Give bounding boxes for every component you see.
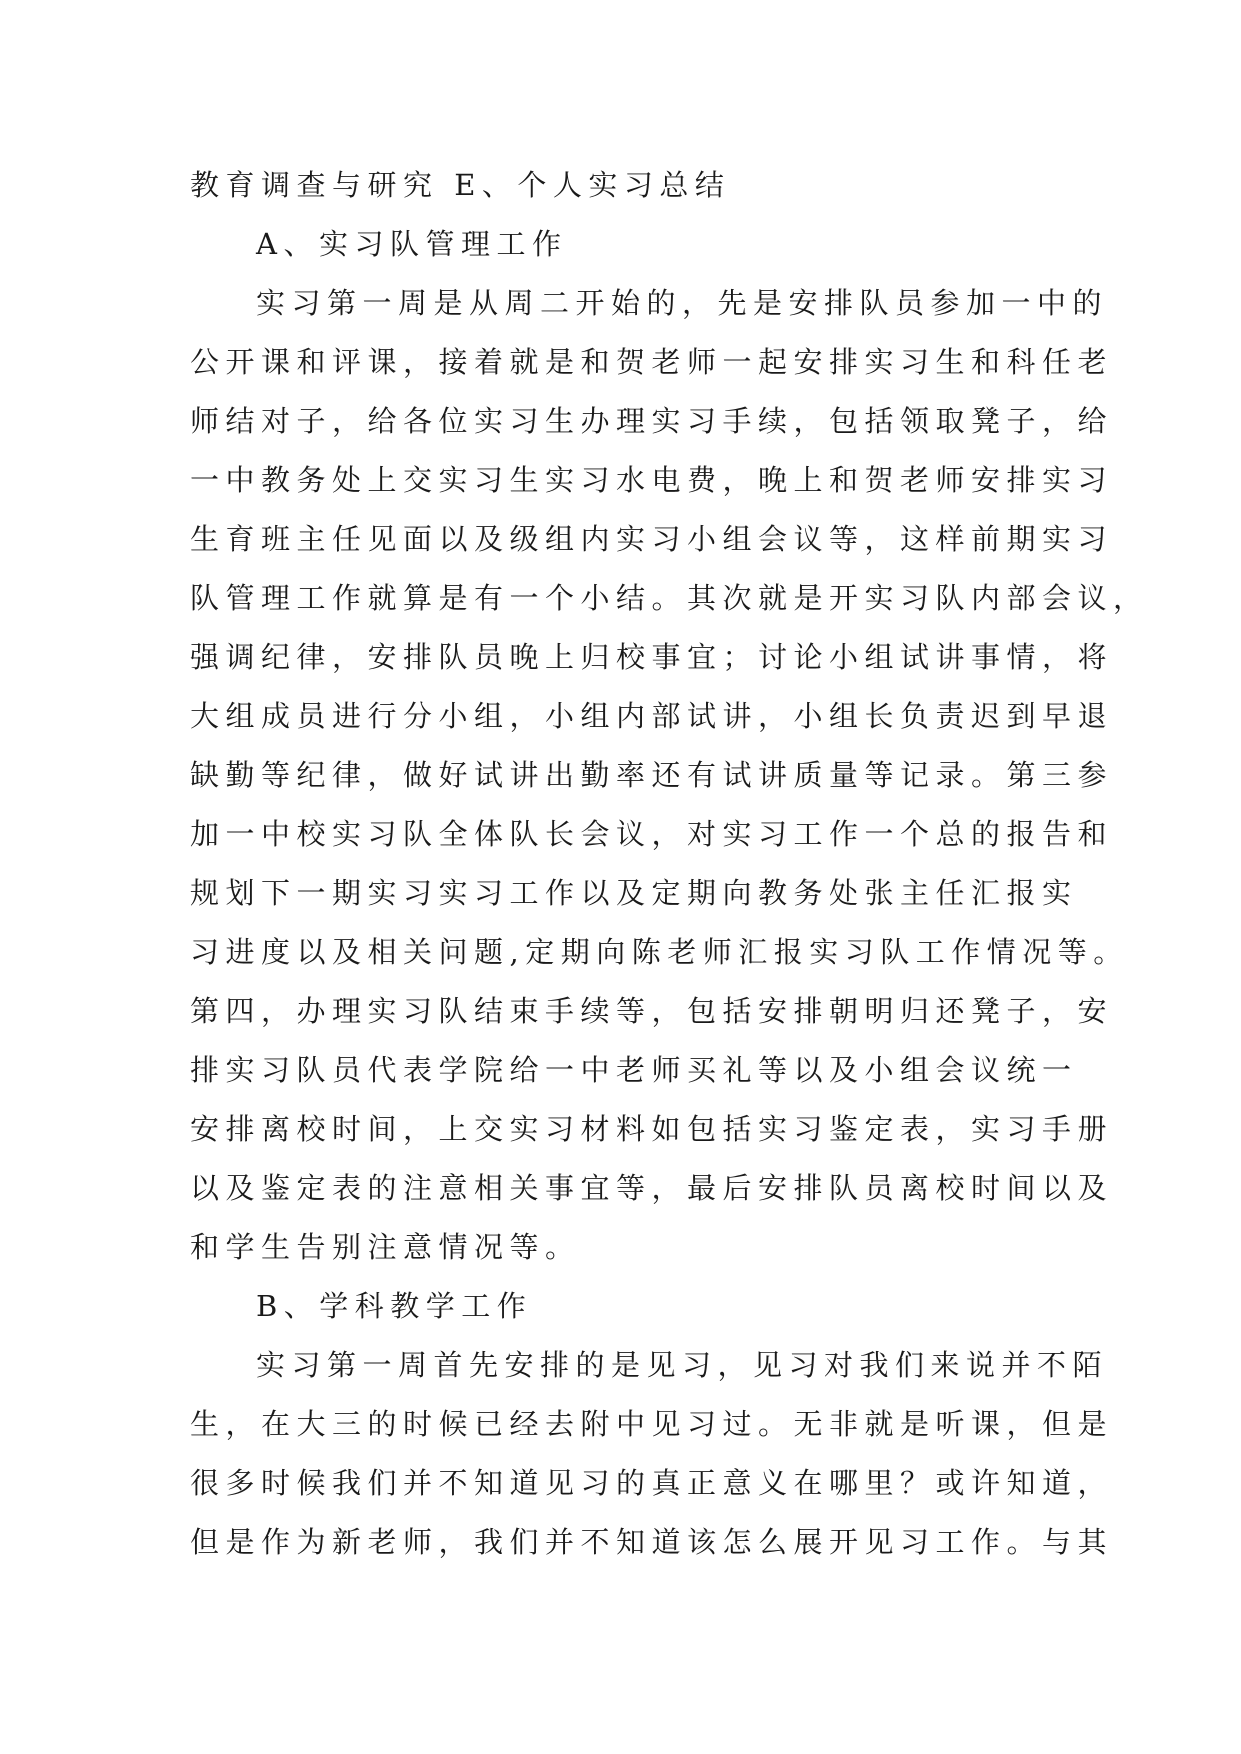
paragraph-line: 实习第一周是从周二开始的，先是安排队员参加一中的 [256,286,1109,320]
section-heading-a: A、实习队管理工作 [256,227,568,261]
paragraph-line: 规划下一期实习实习工作以及定期向教务处张主任汇报实 [190,876,1078,910]
paragraph-line: 以及鉴定表的注意相关事宜等，最后安排队员离校时间以及 [190,1171,1114,1205]
paragraph-line: 师结对子，给各位实习生办理实习手续，包括领取凳子，给 [190,404,1114,438]
text-line: 教育调查与研究 E、个人实习总结 [190,168,731,202]
paragraph-line: 缺勤等纪律，做好试讲出勤率还有试讲质量等记录。第三参 [190,758,1114,792]
paragraph-line: 生，在大三的时候已经去附中见习过。无非就是听课，但是 [190,1407,1114,1441]
paragraph-line: 习进度以及相关问题,定期向陈老师汇报实习队工作情况等。 [190,935,1129,969]
paragraph-line: 但是作为新老师，我们并不知道该怎么展开见习工作。与其 [190,1525,1114,1559]
paragraph-line: 一中教务处上交实习生实习水电费，晚上和贺老师安排实习 [190,463,1114,497]
paragraph-line: 公开课和评课，接着就是和贺老师一起安排实习生和科任老 [190,345,1114,379]
paragraph-line: 第四，办理实习队结束手续等，包括安排朝明归还凳子，安 [190,994,1114,1028]
paragraph-line: 加一中校实习队全体队长会议，对实习工作一个总的报告和 [190,817,1114,851]
paragraph-line: 队管理工作就算是有一个小结。其次就是开实习队内部会议， [190,581,1149,615]
paragraph-line: 实习第一周首先安排的是见习，见习对我们来说并不陌 [256,1348,1109,1382]
document-body [190,156,1149,1572]
paragraph-line: 大组成员进行分小组，小组内部试讲，小组长负责迟到早退 [190,699,1114,733]
section-heading-b: B、学科教学工作 [256,1289,533,1323]
paragraph-line: 排实习队员代表学院给一中老师买礼等以及小组会议统一 [190,1053,1078,1087]
paragraph-line: 和学生告别注意情况等。 [190,1230,581,1264]
paragraph-line: 安排离校时间，上交实习材料如包括实习鉴定表，实习手册 [190,1112,1114,1146]
paragraph-line: 很多时候我们并不知道见习的真正意义在哪里？或许知道， [190,1466,1114,1500]
paragraph-line: 强调纪律，安排队员晚上归校事宜；讨论小组试讲事情，将 [190,640,1114,674]
paragraph-line: 生育班主任见面以及级组内实习小组会议等，这样前期实习 [190,522,1114,556]
